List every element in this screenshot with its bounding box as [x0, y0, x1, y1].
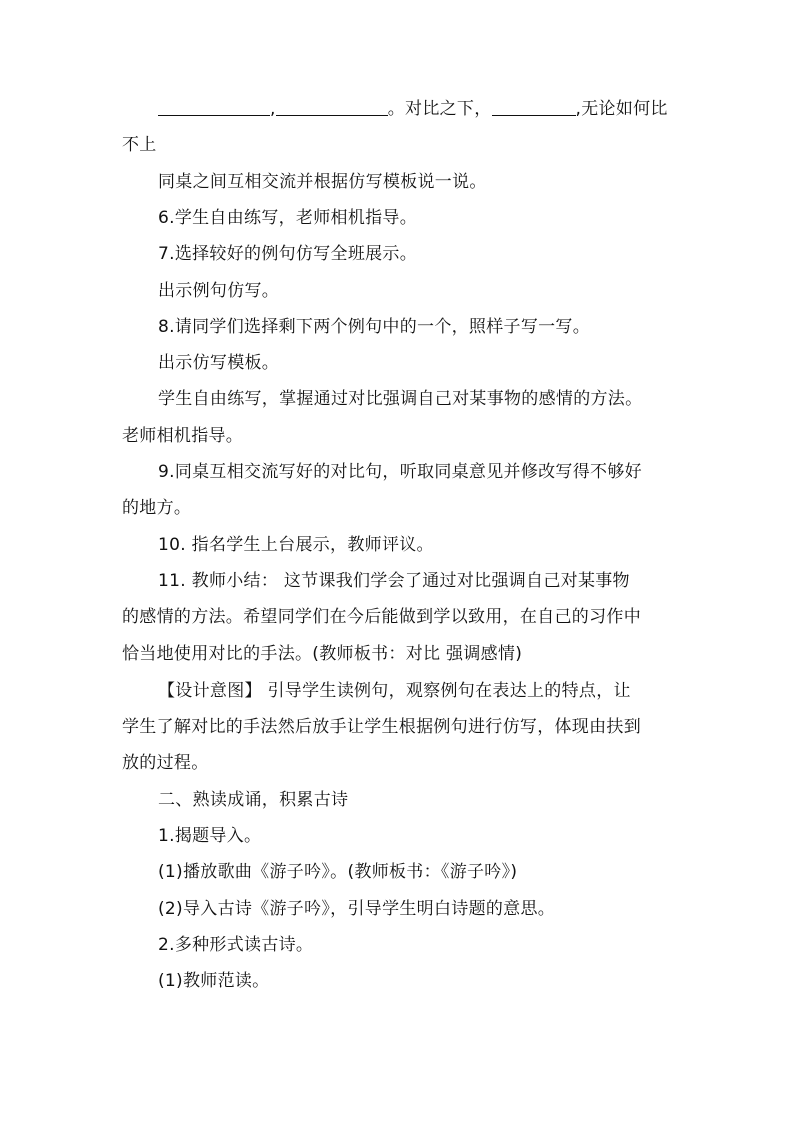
design-intent-line: 【设计意图】 引导学生读例句，观察例句在表达上的特点，让: [158, 681, 631, 701]
fill-blank[interactable]: [158, 98, 270, 116]
blank-separator: ,: [270, 99, 276, 119]
paragraph-line: (1)播放歌曲《游子吟》。(教师板书：《游子吟》): [158, 862, 518, 882]
paragraph-line: 出示例句仿写。: [158, 281, 280, 301]
paragraph-line: 6.学生自由练写，老师相机指导。: [158, 208, 418, 228]
paragraph-line: 老师相机指导。: [122, 426, 244, 446]
paragraph-line: 恰当地使用对比的手法。(教师板书：对比 强调感情): [122, 644, 523, 664]
fill-blank[interactable]: [276, 98, 388, 116]
fill-blank[interactable]: [492, 98, 576, 116]
paragraph-line: 2.多种形式读古诗。: [158, 935, 314, 955]
text-segment: ,无论如何比: [575, 99, 668, 119]
paragraph-line: 11. 教师小结： 这节课我们学会了通过对比强调自己对某事物: [158, 571, 630, 591]
paragraph-line: 不上: [122, 135, 157, 155]
text-segment: 。对比之下，: [387, 99, 492, 119]
paragraph-line: (2)导入古诗《游子吟》，引导学生明白诗题的意思。: [158, 899, 556, 919]
paragraph-line: 9.同桌互相交流写好的对比句，听取同桌意见并修改写得不够好: [158, 462, 642, 482]
paragraph-line: 学生了解对比的手法然后放手让学生根据例句进行仿写，体现由扶到: [122, 717, 641, 737]
paragraph-line: 学生自由练写，掌握通过对比强调自己对某事物的感情的方法。: [158, 389, 643, 409]
paragraph-line: 出示仿写模板。: [158, 353, 280, 373]
paragraph-line: 的感情的方法。希望同学们在今后能做到学以致用，在自己的习作中: [122, 607, 641, 627]
fill-in-line: [158, 98, 668, 120]
paragraph-line: 8.请同学们选择剩下两个例句中的一个，照样子写一写。: [158, 317, 591, 337]
paragraph-line: 放的过程。: [122, 753, 209, 773]
paragraph-line: 10. 指名学生上台展示，教师评议。: [158, 535, 434, 555]
paragraph-line: 7.选择较好的例句仿写全班展示。: [158, 244, 418, 264]
section-heading: 二、熟读成诵，积累古诗: [158, 790, 349, 810]
paragraph-line: (1)教师范读。: [158, 971, 270, 991]
paragraph-line: 的地方。: [122, 498, 192, 518]
paragraph-line: 1.揭题导入。: [158, 826, 262, 846]
paragraph-line: 同桌之间互相交流并根据仿写模板说一说。: [158, 172, 487, 192]
